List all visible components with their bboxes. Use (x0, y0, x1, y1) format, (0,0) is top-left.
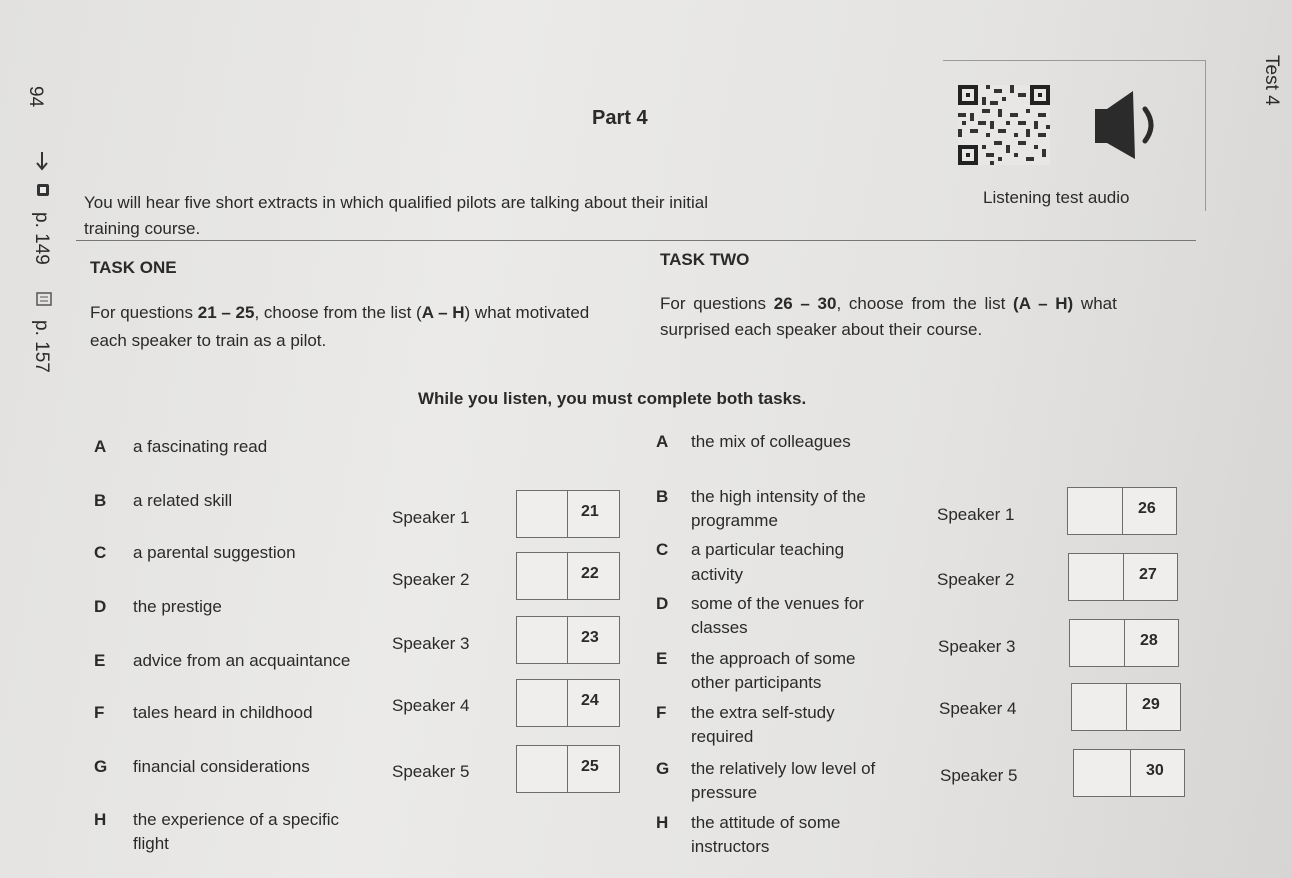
question-number: 25 (581, 758, 599, 775)
answer-key-icon (36, 183, 50, 197)
task-two-instruction: For questions 26 – 30, choose from the list (A – H) what (660, 294, 1117, 313)
page-ref-149[interactable]: p. 149 (31, 212, 52, 265)
task-two-option-f-text: the extra self-study (691, 703, 835, 722)
answer-box-25[interactable] (516, 745, 620, 793)
answer-box-21[interactable] (516, 490, 620, 538)
task-two-option-g: G (656, 759, 670, 778)
arrow-down-icon (34, 150, 50, 172)
answer-box-26[interactable] (1067, 487, 1177, 535)
task-one-option-g: G (94, 757, 108, 776)
task-one-option-c-text: a parental suggestion (133, 543, 296, 562)
task-two-option-d-text2: classes (691, 618, 748, 637)
question-number: 26 (1138, 500, 1156, 517)
task-two-option-f-text2: required (691, 727, 754, 746)
task-two-option-g-text2: pressure (691, 783, 758, 802)
task-one-option-b-text: a related skill (133, 491, 233, 510)
answer-box-30[interactable] (1073, 749, 1185, 797)
task-two-option-c: C (656, 540, 669, 559)
task-two-option-h-text2: instructors (691, 837, 770, 856)
task-one-option-a: A (94, 437, 107, 456)
task-one-option-h-text2: flight (133, 834, 169, 853)
task-two-instruction-line2: surprised each speaker about their course. (660, 320, 983, 339)
test-label: Test 4 (1261, 55, 1282, 106)
speaker-audio-icon[interactable] (1093, 87, 1173, 163)
task-two-option-b: B (656, 487, 669, 506)
answer-box-23[interactable] (516, 616, 620, 664)
task-one-option-h: H (94, 810, 107, 829)
question-number: 21 (581, 503, 599, 520)
task-one-instruction: For questions 21 – 25, choose from the list (A – H) what motivated (90, 303, 590, 322)
divider (76, 240, 1196, 241)
task-one-instruction-line2: each speaker to train as a pilot. (90, 331, 327, 350)
answer-box-29[interactable] (1071, 683, 1181, 731)
task-one-speaker-3: Speaker 3 (392, 634, 470, 653)
audio-label[interactable]: Listening test audio (983, 188, 1130, 207)
task-one-option-d-text: the prestige (133, 597, 222, 616)
task-two-option-e-text: the approach of some (691, 649, 856, 668)
question-number: 28 (1140, 632, 1158, 649)
task-one-option-a-text: a fascinating read (133, 437, 268, 456)
task-two-speaker-1: Speaker 1 (937, 505, 1015, 524)
task-one-option-f: F (94, 703, 105, 722)
intro-line-1: You will hear five short extracts in which qualified pilots are talking about their initial (84, 193, 708, 212)
question-number: 24 (581, 692, 599, 709)
task-two-option-d: D (656, 594, 669, 613)
task-two-option-g-text: the relatively low level of (691, 759, 876, 778)
qr-code-icon[interactable] (958, 85, 1050, 165)
task-one-option-h-text: the experience of a specific (133, 810, 340, 829)
task-one-option-d: D (94, 597, 107, 616)
task-one-speaker-1: Speaker 1 (392, 508, 470, 527)
answer-box-27[interactable] (1068, 553, 1178, 601)
task-two-option-a-text: the mix of colleagues (691, 432, 851, 451)
both-tasks-note: While you listen, you must complete both tasks. (418, 389, 807, 408)
task-one-option-b: B (94, 491, 107, 510)
task-one-option-g-text: financial considerations (133, 757, 310, 776)
task-two-heading: TASK TWO (660, 250, 750, 269)
question-number: 27 (1139, 566, 1157, 583)
question-number: 29 (1142, 696, 1160, 713)
task-two-option-b-text: the high intensity of the (691, 487, 866, 506)
task-two-speaker-3: Speaker 3 (938, 637, 1016, 656)
transcript-icon (36, 292, 52, 306)
task-two-speaker-5: Speaker 5 (940, 766, 1018, 785)
task-one-option-e-text: advice from an acquaintance (133, 651, 351, 670)
task-two-speaker-4: Speaker 4 (939, 699, 1017, 718)
task-two-option-c-text2: activity (691, 565, 743, 584)
task-two-option-d-text: some of the venues for (691, 594, 864, 613)
task-one-speaker-5: Speaker 5 (392, 762, 470, 781)
task-one-heading: TASK ONE (90, 258, 177, 277)
task-one-speaker-2: Speaker 2 (392, 570, 470, 589)
task-two-option-a: A (656, 432, 669, 451)
answer-box-28[interactable] (1069, 619, 1179, 667)
task-two-option-c-text: a particular teaching (691, 540, 845, 559)
question-number: 23 (581, 629, 599, 646)
answer-box-24[interactable] (516, 679, 620, 727)
task-two-speaker-2: Speaker 2 (937, 570, 1015, 589)
task-one-option-f-text: tales heard in childhood (133, 703, 313, 722)
page-number: 94 (25, 86, 46, 108)
task-two-option-h-text: the attitude of some (691, 813, 841, 832)
page-ref-157[interactable]: p. 157 (31, 320, 52, 373)
answer-box-22[interactable] (516, 552, 620, 600)
task-two-option-f: F (656, 703, 667, 722)
task-one-option-c: C (94, 543, 107, 562)
part-title: Part 4 (592, 107, 648, 129)
task-one-option-e: E (94, 651, 106, 670)
intro-line-2: training course. (84, 219, 201, 238)
task-two-option-e-text2: other participants (691, 673, 822, 692)
task-two-option-e: E (656, 649, 668, 668)
question-number: 30 (1146, 762, 1164, 779)
task-two-option-h: H (656, 813, 669, 832)
task-one-speaker-4: Speaker 4 (392, 696, 470, 715)
task-two-option-b-text2: programme (691, 511, 778, 530)
question-number: 22 (581, 565, 599, 582)
